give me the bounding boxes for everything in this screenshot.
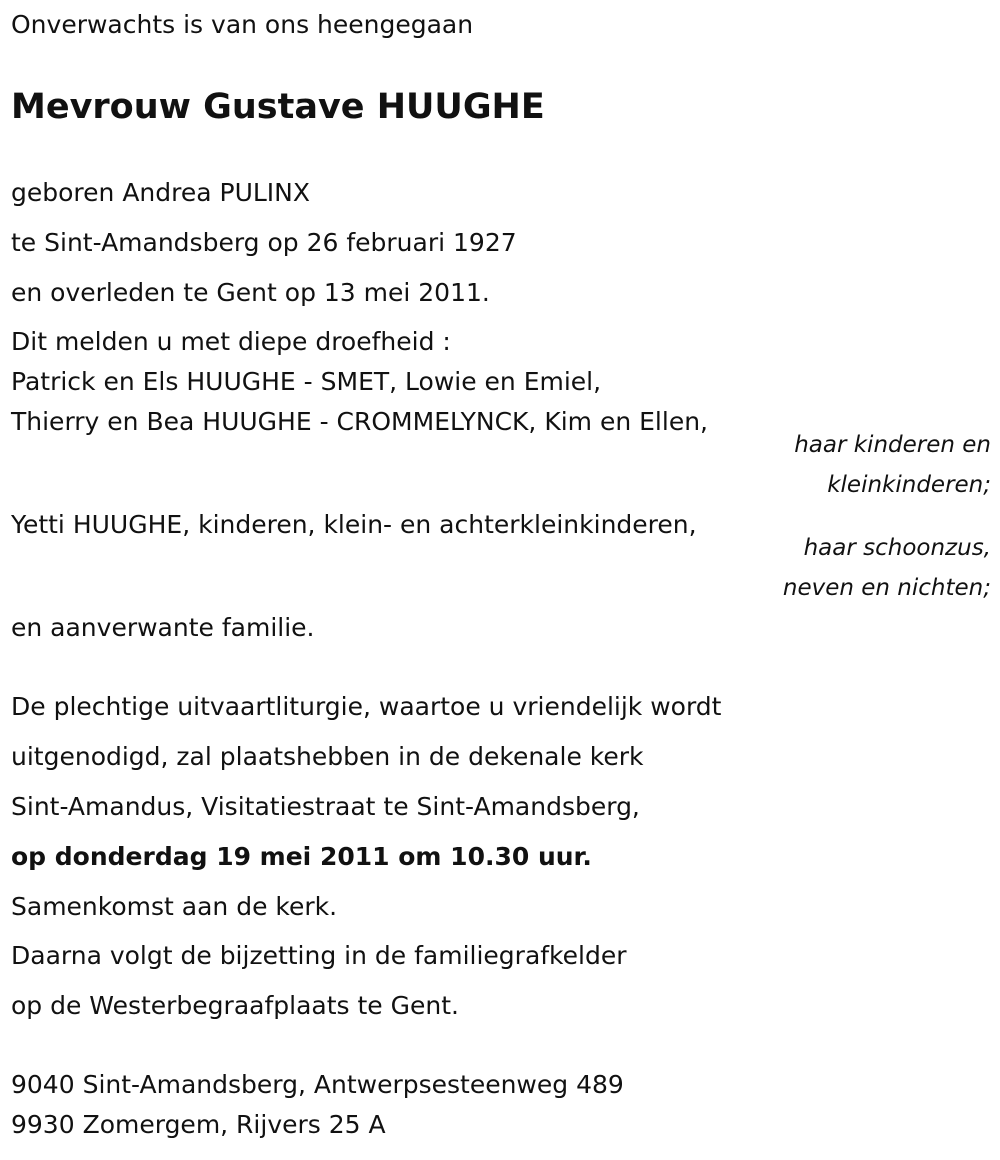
born-place-date: te Sint-Amandsberg op 26 februari 1927 [11, 228, 517, 257]
mourner-line-2: Thierry en Bea HUUGHE - CROMMELYNCK, Kim en Ellen, [11, 407, 708, 436]
relation-1b: kleinkinderen; [827, 472, 991, 498]
funeral-datetime: op donderdag 19 mei 2011 om 10.30 uur. [11, 842, 592, 871]
funeral-line-1: De plechtige uitvaartliturgie, waartoe u vriendelijk wordt [11, 692, 722, 721]
mourners-intro: Dit melden u met diepe droefheid : [11, 327, 451, 356]
funeral-line-6: Daarna volgt de bijzetting in de familiegrafkelder [11, 941, 627, 970]
mourner-line-3: Yetti HUUGHE, kinderen, klein- en achterkleinkinderen, [11, 510, 697, 539]
relation-2b: neven en nichten; [782, 575, 991, 601]
address-2: 9930 Zomergem, Rijvers 25 A [11, 1110, 386, 1139]
funeral-line-5: Samenkomst aan de kerk. [11, 892, 338, 921]
funeral-line-7: op de Westerbegraafplaats te Gent. [11, 991, 459, 1020]
address-1: 9040 Sint-Amandsberg, Antwerpsesteenweg 489 [11, 1070, 624, 1099]
deceased-name: Mevrouw Gustave HUUGHE [11, 87, 545, 127]
born-name: geboren Andrea PULINX [11, 178, 311, 207]
funeral-line-2: uitgenodigd, zal plaatshebben in de dekenale kerk [11, 742, 644, 771]
funeral-line-3: Sint-Amandus, Visitatiestraat te Sint-Amandsberg, [11, 792, 640, 821]
relation-2a: haar schoonzus, [803, 535, 991, 561]
mourner-line-4: en aanverwante familie. [11, 613, 315, 642]
relation-1a: haar kinderen en [794, 432, 991, 458]
died-text: en overleden te Gent op 13 mei 2011. [11, 278, 490, 307]
mourner-line-1: Patrick en Els HUUGHE - SMET, Lowie en Emiel, [11, 367, 602, 396]
intro-text: Onverwachts is van ons heengegaan [11, 10, 474, 39]
